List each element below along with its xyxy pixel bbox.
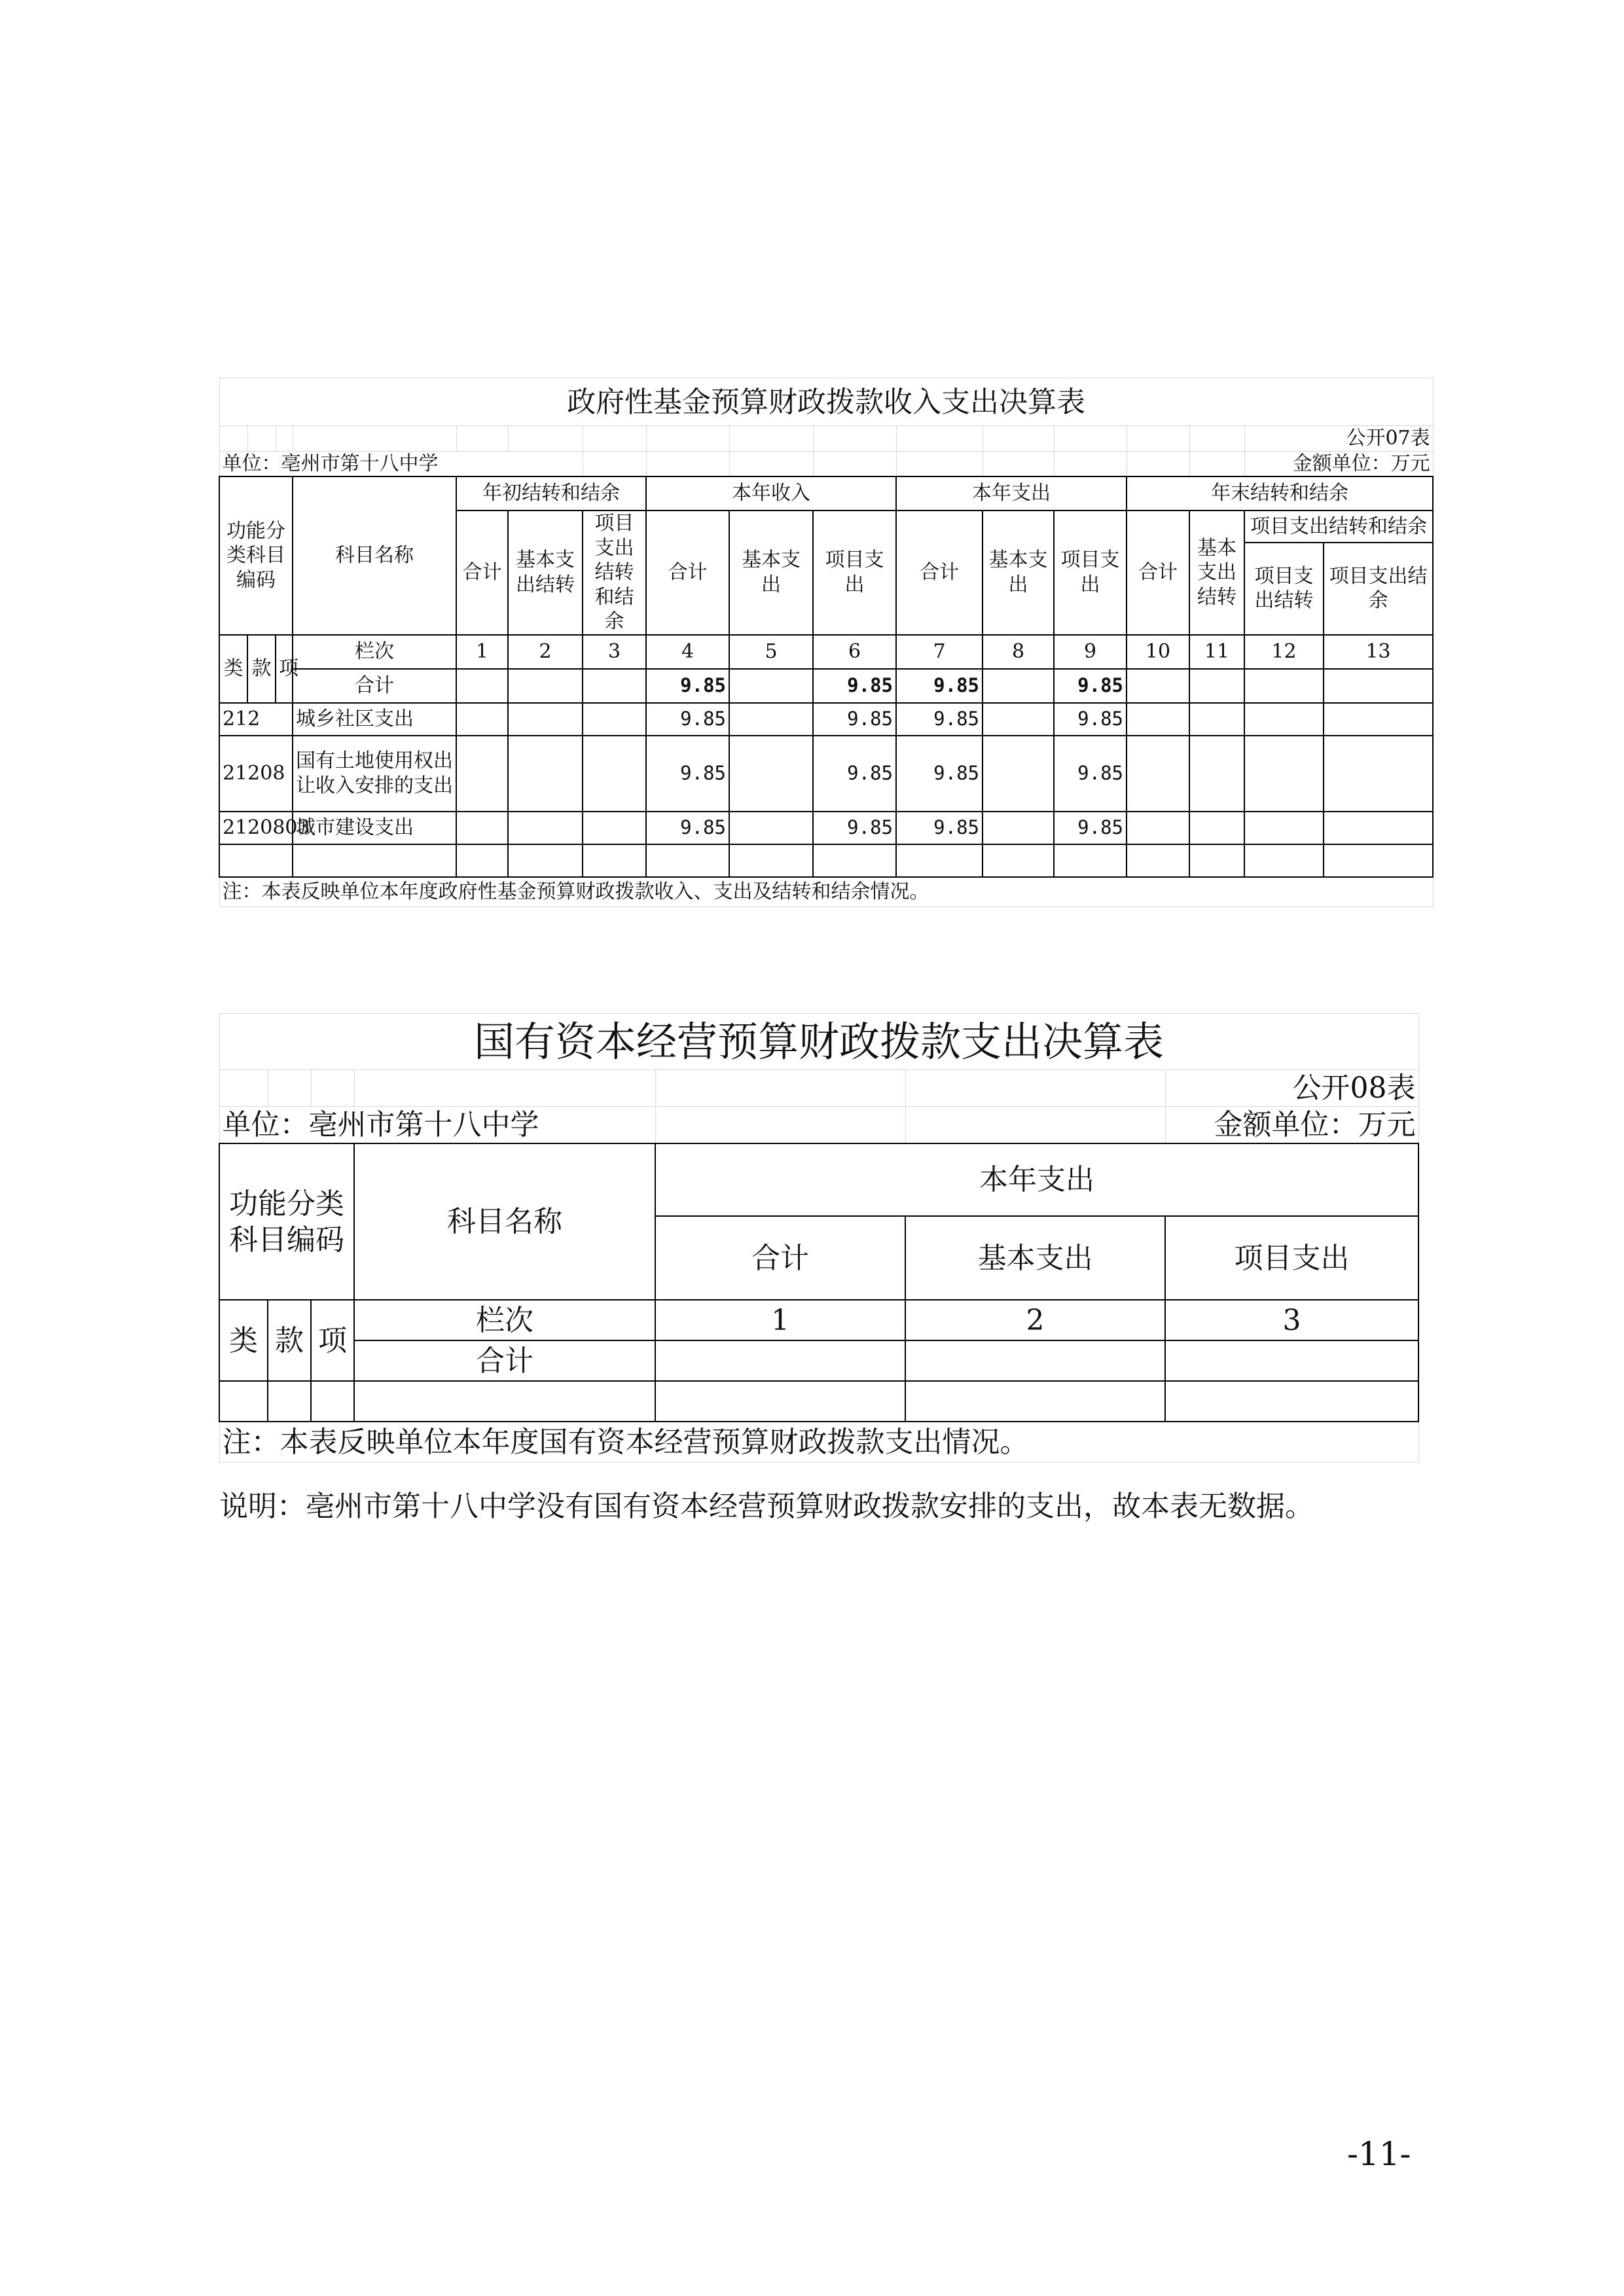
col-number: 8 (983, 635, 1054, 669)
cell-value: 9.85 (1054, 736, 1127, 812)
col-number: 3 (583, 635, 646, 669)
header-proj-surplus: 项目支出结余 (1324, 543, 1433, 635)
table-title: 国有资本经营预算财政拨款支出决算表 (219, 1014, 1418, 1070)
sum-row-label: 合计 (354, 1340, 655, 1381)
table-note: 注：本表反映单位本年度政府性基金预算财政拨款收入、支出及结转和结余情况。 (219, 877, 1433, 907)
row-code: 2120803 (219, 812, 293, 844)
cell-value: 9.85 (646, 703, 729, 736)
col-number: 12 (1244, 635, 1324, 669)
header-total: 合计 (655, 1216, 905, 1300)
header-proj-carry: 项目支出结转 (1244, 543, 1324, 635)
col-number: 7 (896, 635, 983, 669)
cell-value: 9.85 (646, 736, 729, 812)
header-proj-cs-group: 项目支出结转和结余 (1244, 511, 1433, 543)
table-title: 政府性基金预算财政拨款收入支出决算表 (219, 378, 1433, 426)
table-row (219, 736, 1433, 812)
header-basic-exp: 基本支出 (905, 1216, 1165, 1300)
cell-value: 9.85 (896, 736, 983, 812)
header-beginning: 年初结转和结余 (456, 476, 646, 511)
table-code: 公开07表 (1244, 426, 1433, 452)
table-row-empty (219, 844, 1433, 877)
header-lei: 类 (219, 1300, 268, 1381)
header-lei: 类 (219, 635, 247, 703)
header-expense: 本年支出 (896, 476, 1127, 511)
cell-value: 9.85 (1054, 703, 1127, 736)
header-proj-exp: 项目支出 (1165, 1216, 1418, 1300)
unit-label: 单位：亳州市第十八中学 (219, 451, 583, 476)
table-row (219, 703, 1433, 736)
col-index-label: 栏次 (354, 1300, 655, 1340)
amount-unit-label: 金额单位：万元 (1165, 1107, 1418, 1144)
col-number: 5 (729, 635, 813, 669)
cell-value: 9.85 (646, 669, 729, 703)
cell-value: 9.85 (1054, 669, 1127, 703)
amount-unit-label: 金额单位：万元 (1244, 451, 1433, 476)
unit-label: 单位：亳州市第十八中学 (219, 1107, 655, 1144)
col-number: 6 (813, 635, 896, 669)
cell-value: 9.85 (813, 703, 896, 736)
table-code: 公开08表 (1165, 1070, 1418, 1107)
header-total: 合计 (896, 511, 983, 635)
header-basic-carry: 基本支出结转 (508, 511, 583, 635)
col-number: 11 (1189, 635, 1244, 669)
cell-value: 9.85 (896, 703, 983, 736)
header-basic-carry: 基本支出结转 (1189, 511, 1244, 635)
cell-value: 9.85 (646, 812, 729, 844)
col-number: 13 (1324, 635, 1433, 669)
col-number: 10 (1127, 635, 1189, 669)
header-subject-name: 科目名称 (354, 1143, 655, 1300)
table-row-empty (219, 1381, 1418, 1422)
header-kuan: 款 (247, 635, 276, 703)
col-number: 2 (508, 635, 583, 669)
header-basic-exp: 基本支出 (983, 511, 1054, 635)
gov-fund-budget-table (219, 378, 1434, 907)
row-name: 城市建设支出 (293, 812, 456, 844)
col-number: 4 (646, 635, 729, 669)
col-number: 9 (1054, 635, 1127, 669)
row-code: 212 (219, 703, 293, 736)
state-capital-budget-table (219, 1013, 1419, 1463)
page-number: -11- (1347, 2135, 1411, 2173)
header-xiang: 项 (276, 635, 293, 703)
row-code: 21208 (219, 736, 293, 812)
cell-value: 9.85 (813, 669, 896, 703)
cell-value: 9.85 (1054, 812, 1127, 844)
row-name: 国有土地使用权出让收入安排的支出 (293, 736, 456, 812)
header-total: 合计 (646, 511, 729, 635)
row-name: 城乡社区支出 (293, 703, 456, 736)
header-proj-carry-surplus: 项目支出结转和结余 (583, 511, 646, 635)
col-number: 3 (1165, 1300, 1418, 1340)
table-note: 注：本表反映单位本年度国有资本经营预算财政拨款支出情况。 (219, 1422, 1418, 1462)
sum-row-label: 合计 (293, 669, 456, 703)
header-total: 合计 (1127, 511, 1189, 635)
explanation-text: 说明：亳州市第十八中学没有国有资本经营预算财政拨款安排的支出，故本表无数据。 (219, 1490, 1314, 1523)
table-row (219, 812, 1433, 844)
header-xiang: 项 (311, 1300, 354, 1381)
header-kuan: 款 (268, 1300, 311, 1381)
header-proj-exp: 项目支出 (813, 511, 896, 635)
table-row-total (219, 669, 1433, 703)
header-total: 合计 (456, 511, 508, 635)
col-number: 1 (456, 635, 508, 669)
header-func-code: 功能分类科目编码 (219, 476, 293, 635)
cell-value: 9.85 (813, 736, 896, 812)
header-ending: 年末结转和结余 (1127, 476, 1433, 511)
col-number: 2 (905, 1300, 1165, 1340)
col-index-label: 栏次 (293, 635, 456, 669)
cell-value: 9.85 (896, 669, 983, 703)
header-proj-exp: 项目支出 (1054, 511, 1127, 635)
header-func-code: 功能分类科目编码 (219, 1143, 354, 1300)
header-income: 本年收入 (646, 476, 896, 511)
col-number: 1 (655, 1300, 905, 1340)
header-expense: 本年支出 (655, 1143, 1418, 1216)
cell-value: 9.85 (813, 812, 896, 844)
table-row-total (219, 1340, 1418, 1381)
header-subject-name: 科目名称 (293, 476, 456, 635)
cell-value: 9.85 (896, 812, 983, 844)
header-basic-exp: 基本支出 (729, 511, 813, 635)
